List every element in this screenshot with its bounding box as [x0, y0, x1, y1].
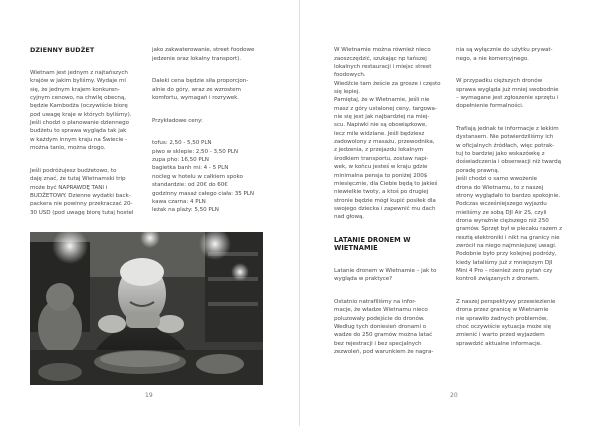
paragraph: jako zakwaterowanie, street foodowe jedzenie oraz lokalny transport).: [152, 47, 255, 62]
paragraph: nia są wyłącznie do użytku prywat- nego, a nie komercyjnego.: [456, 47, 553, 62]
paragraph: W przypadku cięższych dronów sprawa wygląda już mniej swobodnie – wymagane jest zgłoszenie sprzętu i dopełnienie formalności.: [456, 78, 559, 110]
paragraph: Daleki cena będzie siła proporcjon- alnie do góry, wraz ze wzrostem komfortu, wymagań i rozrywek.: [152, 78, 249, 102]
section-heading-daily-budget: DZIENNY BUDŻET: [30, 46, 95, 55]
price-list: tofus: 2,50 - 5,50 PLN piwo w sklepie: 2,50 - 3,50 PLN zupa pho: 16,50 PLN bagietka banh mi: 4 - 5 PLN nocleg w hotelu w całkiem spoko standardzie: od 20€ do 60€ godzinny masaż całego ciała: 35 PLN kawa czarna: 4 PLN leżak na plaży: 5,50 PLN: [152, 140, 254, 214]
right-page: [300, 0, 600, 426]
right-column-2: [456, 38, 576, 362]
paragraph: Ostatnio natrafiliśmy na infor- macje, że władze Wietnamu nieco poluzowały podejście do dronów. Według tych doniesień dronami o wadze do 250 gramów można latać bez rejestracji i bez specjalnych zezwoleń, pod warunkiem że nagra-: [334, 298, 434, 356]
photo-illustration: [30, 232, 263, 385]
paragraph: Z naszej perspektywy przewiezienie drona przez granicę w Wietnamie nie sprawiło żadnych problemów, choć oczywiście sytuacja może się zmienić i warto przed wyjazdem sprawdzić aktualne informacje.: [456, 298, 556, 347]
paragraph: Przykładowe ceny:: [152, 117, 203, 124]
section-heading-drone: LATANIE DRONEM W WIETNAMIE: [334, 235, 411, 253]
photo-man-eating: [30, 232, 263, 385]
right-column-1: [334, 38, 448, 371]
paragraph: Trafiają jednak te informacje z lekkim dystansem. Nie potwierdziliśmy ich w oficjalnych źródłach, więc potrak- tuj to bardziej jako wskazówkę z doświadczenia i obserwacji niż twardą poradę prawną. Jeśli chodzi o samo wwożenie drona do Wietnamu, to z naszej strony wyglądało to bardzo spokojnie. Podczas wcześniejszego wyjazdu mieliśmy ze sobą DJI Air 2S, czyli drona wyraźnie cięższego niż 250 gramów. Sprzęt był w plecaku razem z resztą elektroniki i nikt na granicy nie zwrócił na niego najmniejszej uwagi. Podobnie było przy kolejnej podróży, kiedy lataliśmy już z mniejszym DJI Mini 4 Pro – również zero pytań czy kontroli związanych z dronem.: [456, 126, 563, 283]
page-number-20: 20: [450, 392, 458, 399]
paragraph: Jeśli podróżujesz budżetowo, to daję znać, że tutaj Wietnamski trip może być NAPRAWDĘ TANI i BUDŻETOWY. Dzienne wydatki back- packera nie powinny przekraczać 20- 30 USD (pod uwagę biorę tutaj hostel: [30, 167, 134, 216]
paragraph: W Wietnamie można również nieco zaoszczędzić, szukając np tańszej lokalnych restauracji i miejsc street foodowych. Wiedźcie tam żeście za grosze i często się lepiej. Pamiętaj, że w Wietnamie, jeśli nie masz z góry ustalonej ceny, targowa- nie się jest jak najbardziej na miej- scu. Napiwki nie są obowiązkowe, lecz mile widziane. Jeśli będziesz zadowolony z masażu, przewodnika, z jedzenia, z przejazdu lokalnym środkiem transportu, zostaw napi- wek, w końcu jesteś w kraju gdzie minimalna pensja to poniżej 200$ miesięcznie, dla Ciebie będą to jakieś niewielkie twoty, a ktoś po drugiej stronie będzie mógł kupić posiłek dla swojego dziecka i zapewnić mu dach nad głową.: [334, 47, 441, 221]
page-number-19: 19: [145, 392, 153, 399]
paragraph: Wietnam jest jednym z najtańszych krajów w jakim byliśmy. Wydaje mi się, że jednym krajem konkuren- cyjnym cenowo, na chwilę obecną, będzie Kambodża (oczywiście biorę pod uwagę kraje w których byliśmy). Jeśli chodzi o planowanie dziennego budżetu to sprawa wygląda tak jak w każdym innym kraju na Świecie - można tanio, można drogo.: [30, 70, 132, 152]
left-column-1: [30, 38, 144, 231]
paragraph: Latanie dronem w Wietnamie – jak to wygląda w praktyce?: [334, 267, 437, 283]
left-column-2: [152, 38, 272, 229]
